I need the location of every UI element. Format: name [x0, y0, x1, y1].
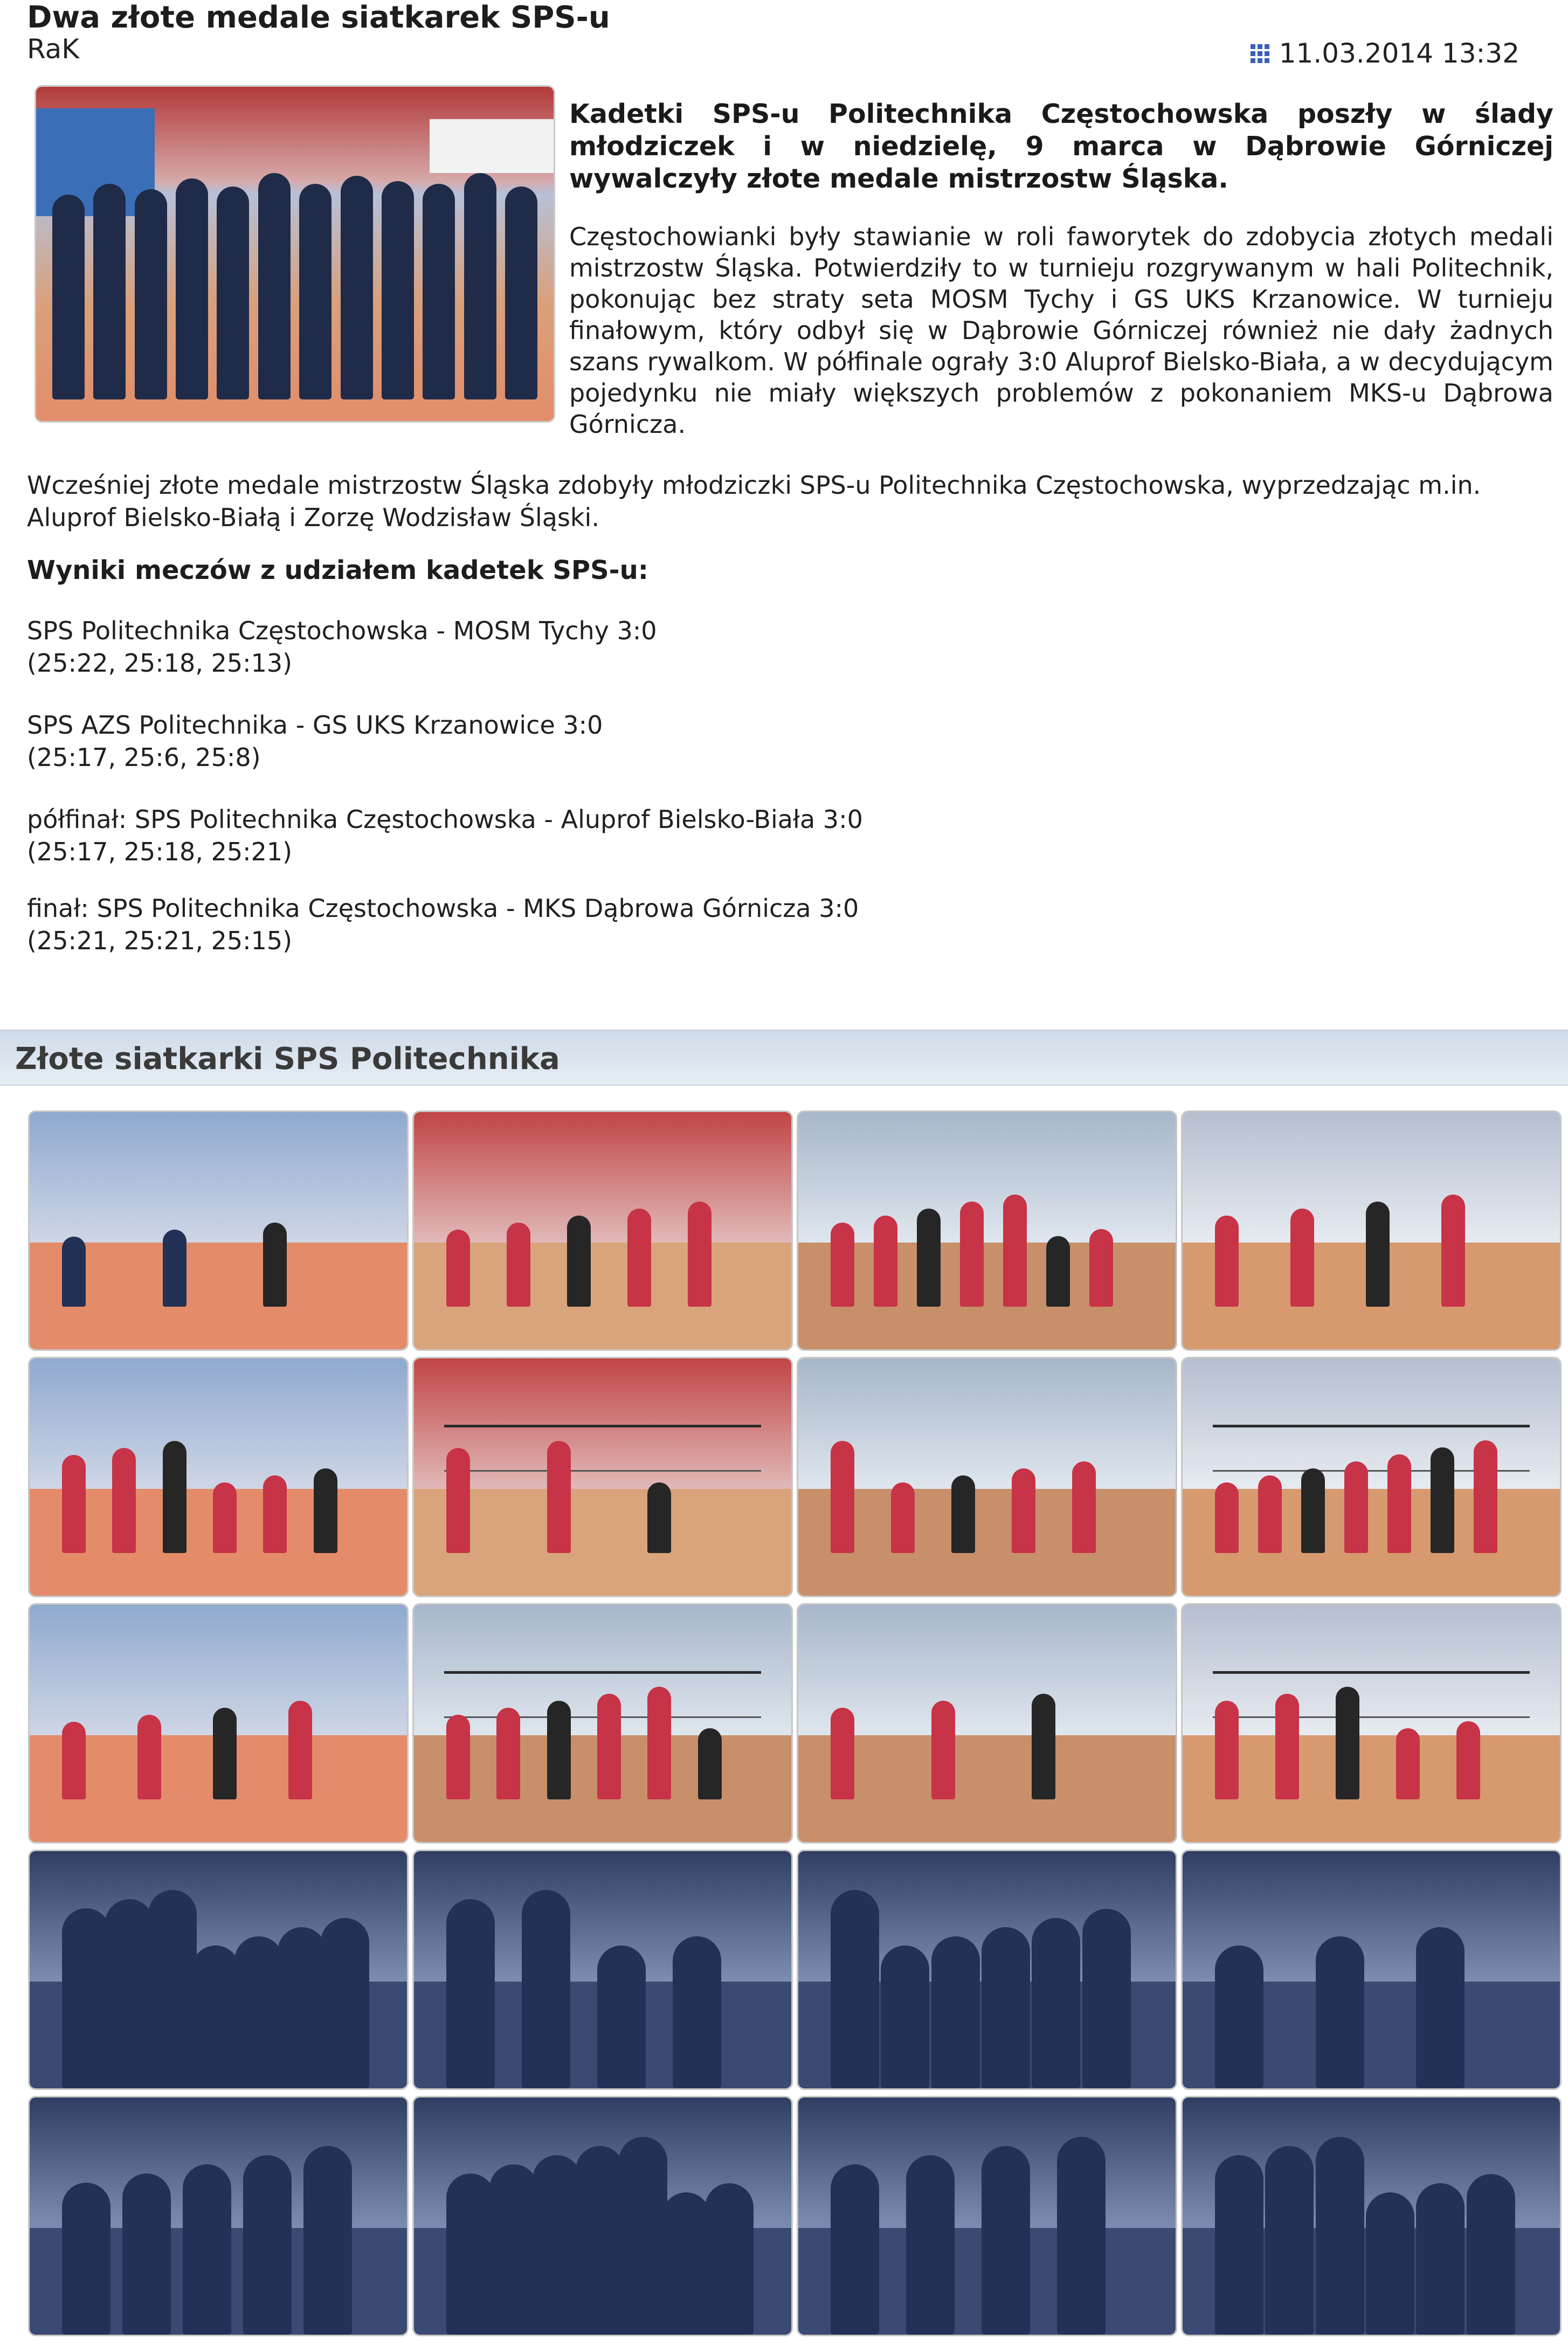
- match-line: SPS Politechnika Częstochowska - MOSM Tychy 3:0: [27, 616, 657, 645]
- article-datetime: 11.03.2014 13:32: [1279, 38, 1519, 69]
- gallery-thumbnail[interactable]: [1181, 1110, 1562, 1351]
- match-line: SPS AZS Politechnika - GS UKS Krzanowice 3:0: [27, 710, 603, 740]
- match-sets: (25:17, 25:18, 25:21): [27, 837, 293, 866]
- gallery-thumbnail[interactable]: [797, 1110, 1177, 1351]
- article-lead: Kadetki SPS-u Politechnika Częstochowska poszły w ślady młodziczek i w niedzielę, 9 marca w Dąbrowie Górniczej wywalczyły złote medale mistrzostw Śląska.: [569, 99, 1553, 194]
- gallery-thumbnail[interactable]: [28, 2096, 409, 2336]
- article-title: Dwa złote medale siatkarek SPS-u: [27, 0, 610, 35]
- gallery-thumbnail[interactable]: [1181, 1850, 1562, 2090]
- results-heading: Wyniki meczów z udziałem kadetek SPS-u:: [27, 555, 648, 585]
- gallery-thumbnail[interactable]: [412, 1850, 793, 2090]
- gallery-thumbnail[interactable]: [797, 1850, 1177, 2090]
- gallery-thumbnail[interactable]: [1181, 1357, 1562, 1597]
- article-author: RaK: [27, 33, 80, 65]
- gallery-thumbnail[interactable]: [412, 1357, 793, 1597]
- match-line: półfinał: SPS Politechnika Częstochowska - Aluprof Bielsko-Biała 3:0: [27, 805, 863, 834]
- article-body: Częstochowianki były stawianie w roli faworytek do zdobycia złotych medali mistrzostw Śląska. Potwierdziły to w turnieju rozgrywanym w hali Politechnik, pokonując bez straty seta MOSM Tychy i GS UKS Krzanowice. W turnieju finałowym, który odbył się w Dąbrowie Górniczej również nie dały żadnych szans rywalkom. W półfinale ograły 3:0 Aluprof Bielsko-Biała, a w decydującym pojedynku nie miały większych problemów z pokonaniem MKS-u Dąbrowa Górnicza.: [569, 222, 1553, 439]
- match-line: finał: SPS Politechnika Częstochowska - MKS Dąbrowa Górnicza 3:0: [27, 894, 859, 923]
- match-sets: (25:21, 25:21, 25:15): [27, 926, 293, 955]
- match-result: [27, 892, 859, 957]
- gallery-thumbnail[interactable]: [1181, 2096, 1562, 2336]
- gallery-thumbnail[interactable]: [28, 1110, 409, 1351]
- article-paragraph: Wcześniej złote medale mistrzostw Śląska zdobyły młodziczki SPS-u Politechnika Częstochowska, wyprzedzając m.in. Aluprof Bielsko-Białą i Zorzę Wodzisław Śląski.: [27, 471, 1481, 532]
- grid-icon: [1251, 44, 1269, 63]
- match-result: [27, 803, 863, 868]
- gallery-header: [0, 1030, 1568, 1086]
- gallery-thumbnail[interactable]: [28, 1850, 409, 2090]
- lead-photo[interactable]: [34, 85, 555, 423]
- gallery-thumbnail[interactable]: [28, 1357, 409, 1597]
- match-sets: (25:22, 25:18, 25:13): [27, 648, 293, 678]
- gallery-thumbnail[interactable]: [797, 1357, 1177, 1597]
- photo-gallery: [28, 1110, 1559, 2340]
- gallery-thumbnail[interactable]: [797, 2096, 1177, 2336]
- gallery-thumbnail[interactable]: [412, 1603, 793, 1844]
- gallery-thumbnail[interactable]: [28, 1603, 409, 1844]
- gallery-thumbnail[interactable]: [1181, 1603, 1562, 1844]
- article-date: [1251, 38, 1519, 69]
- match-sets: (25:17, 25:6, 25:8): [27, 743, 261, 772]
- gallery-thumbnail[interactable]: [797, 1603, 1177, 1844]
- match-result: [27, 615, 657, 679]
- gallery-thumbnail[interactable]: [412, 2096, 793, 2336]
- gallery-thumbnail[interactable]: [412, 1110, 793, 1351]
- match-result: [27, 709, 603, 774]
- gallery-title: Złote siatkarki SPS Politechnika: [15, 1041, 560, 1077]
